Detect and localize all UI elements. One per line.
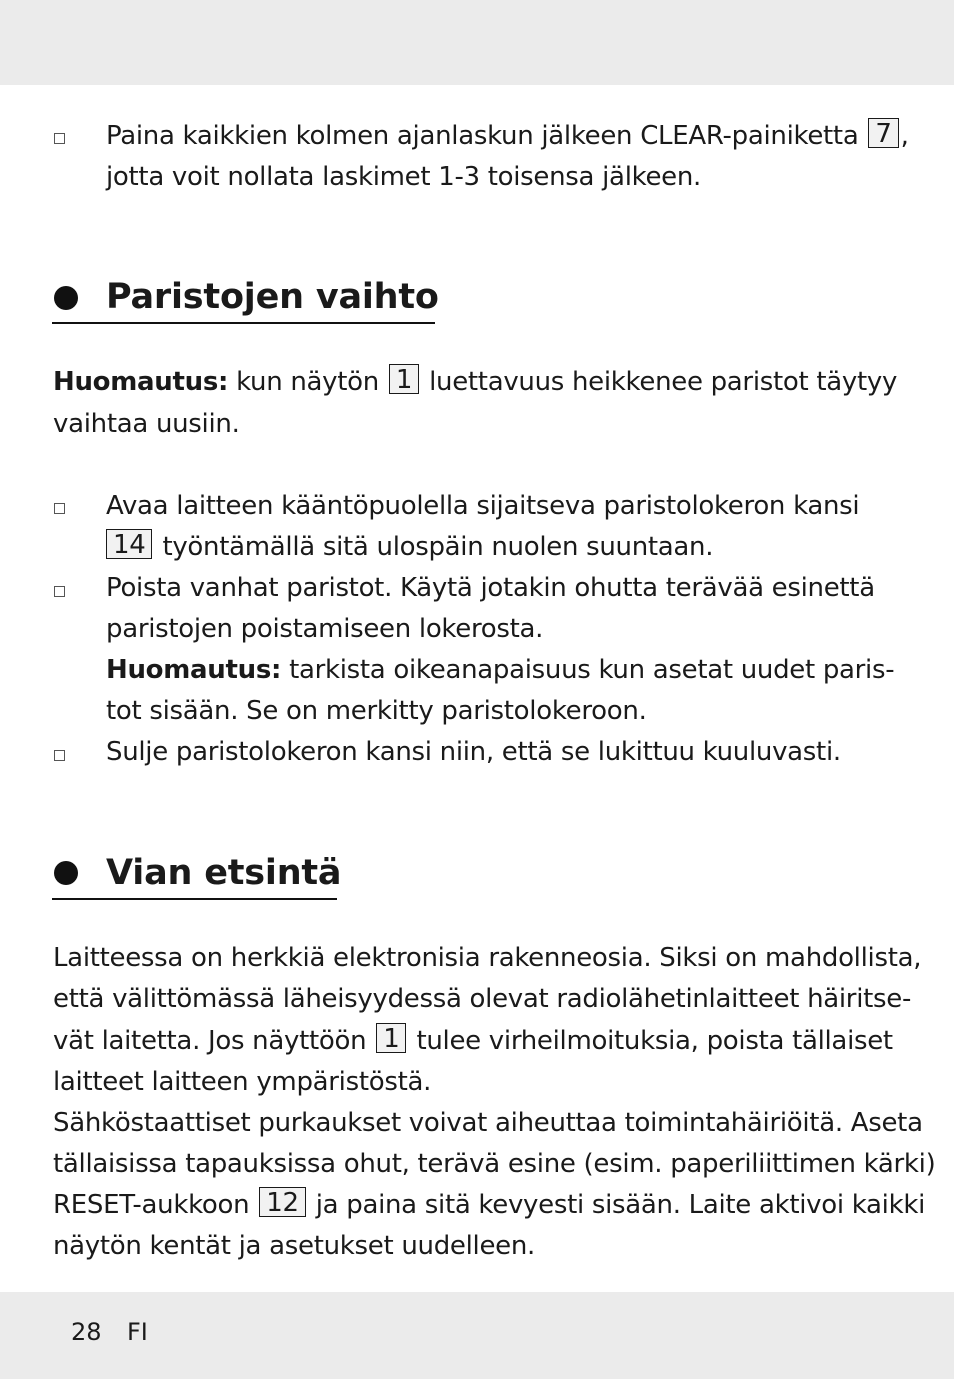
bullet-square-icon — [54, 503, 65, 514]
note-text: kun näytön — [236, 367, 379, 397]
paragraph-text: vät laitetta. Jos näyttöön — [53, 1026, 367, 1056]
paragraph-line: tällaisissa tapauksissa ohut, terävä esine (esim. paperiliittimen kärki) — [53, 1149, 936, 1179]
intro-text: Paina kaikkien kolmen ajanlaskun jälkeen CLEAR-painiketta — [106, 121, 859, 151]
paragraph-line — [53, 1021, 893, 1062]
bullet-square-icon — [54, 750, 65, 761]
section-title: Vian etsintä — [106, 853, 342, 893]
section-title: Paristojen vaihto — [106, 277, 439, 317]
note-label: Huomautus: — [53, 367, 229, 397]
heading-underline — [52, 898, 337, 900]
paragraph-line: Laitteessa on herkkiä elektronisia rakenneosia. Siksi on mahdollista, — [53, 943, 922, 973]
step1-line-1: Avaa laitteen kääntöpuolella sijaitseva paristolokeron kansi — [106, 491, 860, 521]
paragraph-text: ja paina sitä kevyesti sisään. Laite aktivoi kaikki — [315, 1190, 926, 1220]
step2-line-1: Poista vanhat paristot. Käytä jotakin ohutta terävää esinettä — [106, 573, 875, 603]
heading-underline — [52, 322, 435, 324]
intro-comma: , — [900, 121, 909, 151]
step3-line-1: Sulje paristolokeron kansi niin, että se lukittuu kuuluvasti. — [106, 737, 841, 767]
bullet-square-icon — [54, 586, 65, 597]
intro-line-2: jotta voit nollata laskimet 1-3 toisensa jälkeen. — [106, 162, 701, 192]
paragraph-line — [53, 1185, 925, 1226]
reference-box: 1 — [376, 1023, 406, 1053]
reference-box: 7 — [868, 118, 898, 148]
step2-note-line-2: tot sisään. Se on merkitty paristolokeroon. — [106, 696, 647, 726]
heading-bullet-icon — [54, 861, 78, 885]
paragraph-line: laitteet laitteen ympäristöstä. — [53, 1067, 432, 1097]
note-text: luettavuus heikkenee paristot täytyy — [429, 367, 898, 397]
step2-note-line-1 — [106, 650, 894, 691]
note-text: tarkista oikeanapaisuus kun asetat uudet paris- — [289, 655, 895, 685]
paragraph-line: näytön kentät ja asetukset uudelleen. — [53, 1231, 535, 1261]
note-line-2: vaihtaa uusiin. — [53, 409, 240, 439]
reference-box: 14 — [106, 529, 152, 559]
paragraph-text: tulee virheilmoituksia, poista tällaiset — [416, 1026, 893, 1056]
paragraph-text: RESET-aukkoon — [53, 1190, 250, 1220]
step2-line-2: paristojen poistamiseen lokerosta. — [106, 614, 544, 644]
step1-line-2 — [106, 527, 713, 568]
bullet-square-icon — [54, 133, 65, 144]
top-band — [0, 0, 954, 85]
heading-bullet-icon — [54, 286, 78, 310]
reference-box: 1 — [389, 364, 419, 394]
paragraph-line: että välittömässä läheisyydessä olevat radiolähetinlaitteet häiritse- — [53, 984, 912, 1014]
intro-line-1 — [106, 116, 909, 157]
language-code: FI — [127, 1318, 148, 1346]
reference-box: 12 — [259, 1187, 305, 1217]
page-number: 28 — [71, 1318, 102, 1346]
note-label: Huomautus: — [106, 655, 282, 685]
note-line-1 — [53, 362, 897, 403]
step1-text: työntämällä sitä ulospäin nuolen suuntaan. — [162, 532, 714, 562]
paragraph-line: Sähköstaattiset purkaukset voivat aiheuttaa toimintahäiriöitä. Aseta — [53, 1108, 923, 1138]
